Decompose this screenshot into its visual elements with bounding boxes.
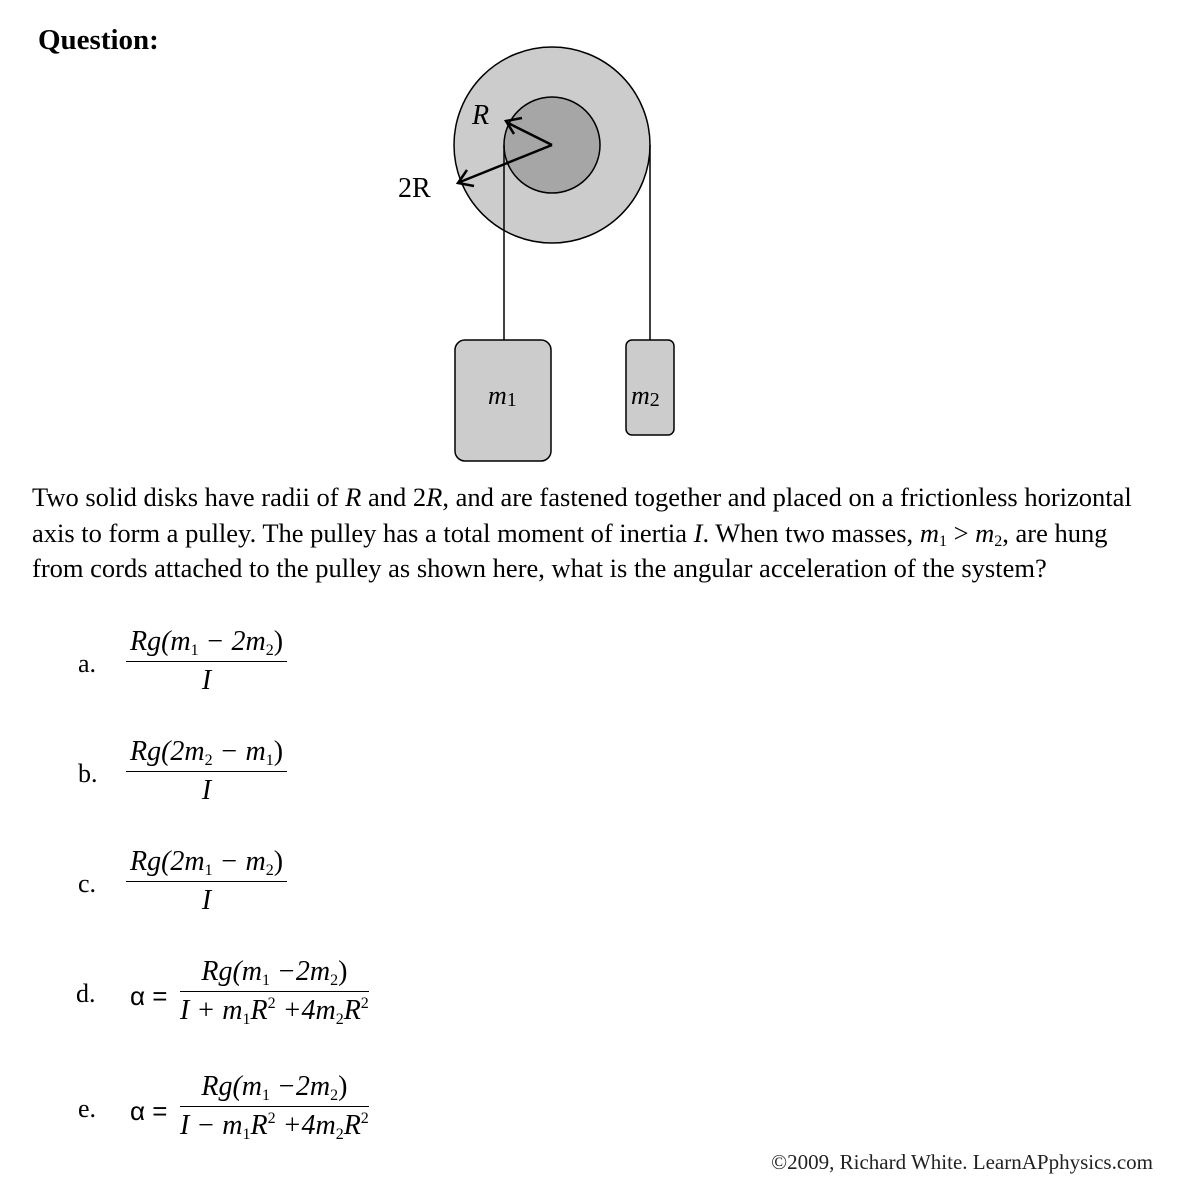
choice-c[interactable] — [0, 845, 600, 955]
choice-d-alpha: α = — [130, 981, 168, 1011]
pulley-diagram — [0, 0, 1189, 470]
choice-c-letter: c. — [78, 869, 97, 898]
choice-b-denominator: I — [201, 775, 212, 806]
choice-d-fraction — [180, 955, 369, 1028]
question-text: Two solid disks have radii of R and 2R, and are fastened together and placed on a frictionless horizontal axis to form a pulley. The pulley has a total moment of inertia I. When two masses, $m_1 > m_2$, are hung from cords attached to the pulley as shown here, what is the angular acceleration of the system? — [32, 482, 1132, 583]
choice-b-numerator: $Rg(2m_2 - m_1)$ — [126, 735, 287, 772]
choice-a-denominator: I — [201, 665, 212, 696]
choice-b-letter: b. — [78, 759, 98, 788]
choice-e[interactable] — [0, 1070, 600, 1180]
choice-b-fraction — [126, 735, 287, 808]
choice-c-fraction — [126, 845, 287, 918]
copyright-notice: ©2009, Richard White. LearnAPphysics.com — [771, 1150, 1153, 1174]
choice-d-denominator: $I + m_1R^2 +4m_2R^2$ — [180, 995, 369, 1028]
choice-a[interactable] — [0, 625, 600, 735]
choice-d-numerator: $Rg(m_1 -2m_2)$ — [180, 955, 369, 992]
question-heading: Question: — [38, 24, 159, 56]
mass2-label: m2 — [631, 381, 660, 411]
choice-a-numerator: $Rg(m_1 - 2m_2)$ — [126, 625, 287, 662]
choice-a-fraction — [126, 625, 287, 698]
outer-radius-label-text: 2R — [398, 173, 431, 204]
mass1-label: m1 — [488, 381, 517, 411]
choice-b[interactable] — [0, 735, 600, 845]
choice-e-numerator: $Rg(m_1 -2m_2)$ — [180, 1070, 369, 1107]
choice-e-alpha: α = — [130, 1096, 168, 1126]
choice-a-letter: a. — [78, 649, 97, 678]
outer-radius-label — [398, 173, 431, 204]
choice-d[interactable] — [0, 955, 600, 1065]
choice-d-letter: d. — [76, 979, 96, 1008]
choice-e-denominator: $I - m_1R^2 +4m_2R^2$ — [180, 1110, 369, 1143]
choice-c-numerator: $Rg(2m_1 - m_2)$ — [126, 845, 287, 882]
choice-e-fraction — [180, 1070, 369, 1143]
choice-e-letter: e. — [78, 1094, 97, 1123]
choice-c-denominator: I — [201, 885, 212, 916]
inner-radius-label: R — [472, 100, 490, 131]
